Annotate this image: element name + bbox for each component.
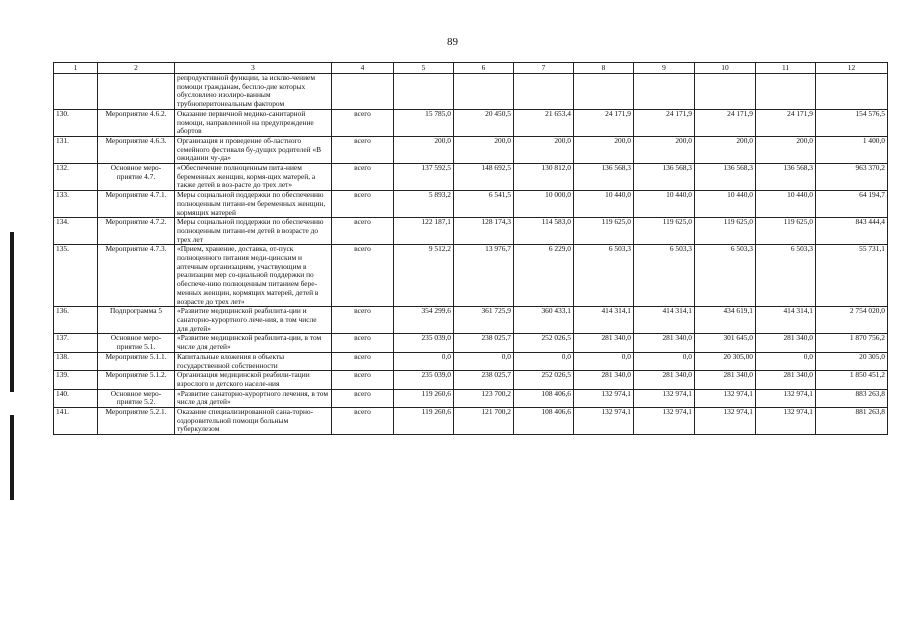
column-number: 9	[634, 63, 695, 74]
row-number-cell: 140.	[54, 389, 98, 407]
amount-cell	[756, 74, 816, 110]
funding-scope-cell: всего	[332, 109, 394, 136]
amount-cell	[695, 74, 756, 110]
amount-cell: 24 171,9	[634, 109, 695, 136]
table-row	[54, 191, 888, 218]
program-name-cell: «Прием, хранение, доставка, от-пуск полноценного питания меди-цинским и аптечным организациям, участвующим в реализации мер со-циальной поддержки по обеспече-нию полноценным питанием бере-менных женщин, кормящих матерей, детей в возрасте до трех лет»	[175, 245, 332, 307]
amount-cell: 2 754 020,0	[816, 307, 888, 334]
table-row	[54, 334, 888, 352]
program-type-cell: Основное меро-приятие 4.7.	[98, 164, 175, 191]
amount-cell: 281 340,0	[634, 371, 695, 389]
amount-cell: 0,0	[454, 352, 514, 370]
amount-cell: 235 039,0	[394, 334, 454, 352]
scan-edge-mark	[10, 232, 14, 392]
program-type-cell: Мероприятие 4.7.3.	[98, 245, 175, 307]
amount-cell: 132 974,1	[634, 408, 695, 435]
table-row	[54, 164, 888, 191]
amount-cell: 13 976,7	[454, 245, 514, 307]
amount-cell: 10 440,0	[695, 191, 756, 218]
column-number: 4	[332, 63, 394, 74]
amount-cell: 119 625,0	[756, 218, 816, 245]
amount-cell: 200,0	[574, 136, 634, 163]
amount-cell: 114 583,0	[514, 218, 574, 245]
amount-cell: 24 171,9	[574, 109, 634, 136]
table-row	[54, 307, 888, 334]
amount-cell: 0,0	[394, 352, 454, 370]
amount-cell: 136 568,3	[695, 164, 756, 191]
funding-scope-cell: всего	[332, 245, 394, 307]
amount-cell: 200,0	[514, 136, 574, 163]
amount-cell: 0,0	[634, 352, 695, 370]
amount-cell: 136 568,3	[756, 164, 816, 191]
program-type-cell: Мероприятие 4.6.2.	[98, 109, 175, 136]
amount-cell: 128 174,3	[454, 218, 514, 245]
program-name-cell: «Обеспечение полноценным пита-нием беременных женщин, кормя-щих матерей, а также детей в воз-расте до трех лет»	[175, 164, 332, 191]
amount-cell: 200,0	[756, 136, 816, 163]
amount-cell: 200,0	[634, 136, 695, 163]
column-number: 2	[98, 63, 175, 74]
funding-scope-cell: всего	[332, 136, 394, 163]
amount-cell: 843 444,4	[816, 218, 888, 245]
program-type-cell	[98, 74, 175, 110]
amount-cell: 130 812,0	[514, 164, 574, 191]
table-row	[54, 136, 888, 163]
amount-cell: 252 026,5	[514, 371, 574, 389]
row-number-cell: 139.	[54, 371, 98, 389]
amount-cell: 414 314,1	[574, 307, 634, 334]
amount-cell: 10 440,0	[634, 191, 695, 218]
table-row	[54, 74, 888, 110]
column-number-row	[54, 63, 888, 74]
funding-scope-cell: всего	[332, 218, 394, 245]
program-type-cell: Основное меро-приятие 5.1.	[98, 334, 175, 352]
amount-cell: 10 440,0	[756, 191, 816, 218]
row-number-cell: 135.	[54, 245, 98, 307]
funding-scope-cell: всего	[332, 389, 394, 407]
amount-cell: 20 305,0	[816, 352, 888, 370]
amount-cell: 354 299,6	[394, 307, 454, 334]
program-name-cell: репродуктивной функции, за исклю-чением помощи гражданам, беспло-дие которых обусловлено изолиро-ванным трубноперитонеальным фактором	[175, 74, 332, 110]
funding-scope-cell: всего	[332, 352, 394, 370]
amount-cell: 119 625,0	[634, 218, 695, 245]
program-name-cell: Меры социальной поддержки по обеспечению полноценным питани-ем детей в возрасте до трех лет	[175, 218, 332, 245]
column-number: 6	[454, 63, 514, 74]
funding-scope-cell: всего	[332, 307, 394, 334]
amount-cell: 281 340,0	[756, 371, 816, 389]
amount-cell: 132 974,1	[756, 408, 816, 435]
program-name-cell: «Развитие медицинской реабилита-ции, в том числе для детей»	[175, 334, 332, 352]
amount-cell: 136 568,3	[634, 164, 695, 191]
table-row	[54, 218, 888, 245]
table-row	[54, 389, 888, 407]
program-type-cell: Мероприятие 5.1.2.	[98, 371, 175, 389]
funding-scope-cell: всего	[332, 408, 394, 435]
amount-cell: 0,0	[574, 352, 634, 370]
row-number-cell: 136.	[54, 307, 98, 334]
amount-cell: 200,0	[695, 136, 756, 163]
amount-cell: 132 974,1	[574, 408, 634, 435]
amount-cell: 24 171,9	[695, 109, 756, 136]
amount-cell: 108 406,6	[514, 408, 574, 435]
amount-cell: 123 700,2	[454, 389, 514, 407]
column-number: 8	[574, 63, 634, 74]
column-number: 12	[816, 63, 888, 74]
amount-cell: 235 039,0	[394, 371, 454, 389]
amount-cell: 414 314,1	[756, 307, 816, 334]
amount-cell: 238 025,7	[454, 371, 514, 389]
amount-cell: 119 625,0	[574, 218, 634, 245]
amount-cell: 883 263,8	[816, 389, 888, 407]
amount-cell: 6 503,3	[574, 245, 634, 307]
row-number-cell: 134.	[54, 218, 98, 245]
amount-cell: 119 260,6	[394, 408, 454, 435]
column-number: 7	[514, 63, 574, 74]
amount-cell	[816, 74, 888, 110]
row-number-cell: 133.	[54, 191, 98, 218]
program-financing-table	[53, 62, 888, 435]
funding-scope-cell: всего	[332, 371, 394, 389]
amount-cell: 15 785,0	[394, 109, 454, 136]
page-number: 89	[447, 36, 458, 48]
amount-cell: 136 568,3	[574, 164, 634, 191]
amount-cell: 1 870 756,2	[816, 334, 888, 352]
row-number-cell: 130.	[54, 109, 98, 136]
amount-cell: 108 406,6	[514, 389, 574, 407]
row-number-cell: 137.	[54, 334, 98, 352]
amount-cell: 132 974,1	[756, 389, 816, 407]
program-type-cell: Мероприятие 4.6.3.	[98, 136, 175, 163]
amount-cell: 20 305,00	[695, 352, 756, 370]
amount-cell: 238 025,7	[454, 334, 514, 352]
amount-cell: 1 400,0	[816, 136, 888, 163]
program-name-cell: Организация медицинской реабили-тации взрослого и детского населе-ния	[175, 371, 332, 389]
amount-cell: 1 850 451,2	[816, 371, 888, 389]
amount-cell	[634, 74, 695, 110]
amount-cell: 20 450,5	[454, 109, 514, 136]
funding-scope-cell: всего	[332, 334, 394, 352]
amount-cell	[454, 74, 514, 110]
amount-cell: 24 171,9	[756, 109, 816, 136]
table-row	[54, 245, 888, 307]
row-number-cell: 138.	[54, 352, 98, 370]
amount-cell: 132 974,1	[634, 389, 695, 407]
amount-cell: 6 541,5	[454, 191, 514, 218]
amount-cell: 119 260,6	[394, 389, 454, 407]
amount-cell: 55 731,1	[816, 245, 888, 307]
amount-cell: 6 229,0	[514, 245, 574, 307]
table-row	[54, 352, 888, 370]
amount-cell: 281 340,0	[756, 334, 816, 352]
program-type-cell: Основное меро-приятие 5.2.	[98, 389, 175, 407]
amount-cell: 132 974,1	[574, 389, 634, 407]
program-name-cell: «Развитие санаторно-курортного лечения, в том числе для детей»	[175, 389, 332, 407]
amount-cell: 963 370,2	[816, 164, 888, 191]
program-name-cell: Капитальные вложения в объекты государственной собственности	[175, 352, 332, 370]
amount-cell: 281 340,0	[634, 334, 695, 352]
amount-cell: 301 645,0	[695, 334, 756, 352]
amount-cell: 360 433,1	[514, 307, 574, 334]
program-name-cell: «Развитие медицинской реабилита-ции и санаторно-курортного лече-ния, в том числе для детей»	[175, 307, 332, 334]
amount-cell: 434 619,1	[695, 307, 756, 334]
column-number: 11	[756, 63, 816, 74]
funding-scope-cell: всего	[332, 191, 394, 218]
column-number: 1	[54, 63, 98, 74]
amount-cell: 281 340,0	[574, 334, 634, 352]
table-row	[54, 371, 888, 389]
funding-scope-cell	[332, 74, 394, 110]
program-type-cell: Мероприятие 5.1.1.	[98, 352, 175, 370]
column-number: 5	[394, 63, 454, 74]
amount-cell: 200,0	[454, 136, 514, 163]
scan-edge-mark	[10, 415, 14, 500]
amount-cell: 252 026,5	[514, 334, 574, 352]
program-type-cell: Мероприятие 4.7.2.	[98, 218, 175, 245]
amount-cell: 10 000,0	[514, 191, 574, 218]
program-name-cell: Меры социальной поддержки по обеспечению полноценным питани-ем беременных женщин, кормящих матерей	[175, 191, 332, 218]
amount-cell	[574, 74, 634, 110]
column-number: 10	[695, 63, 756, 74]
row-number-cell: 141.	[54, 408, 98, 435]
table-row	[54, 109, 888, 136]
funding-scope-cell: всего	[332, 164, 394, 191]
amount-cell: 122 187,1	[394, 218, 454, 245]
amount-cell: 414 314,1	[634, 307, 695, 334]
amount-cell	[514, 74, 574, 110]
amount-cell: 21 653,4	[514, 109, 574, 136]
column-number: 3	[175, 63, 332, 74]
amount-cell: 6 503,3	[634, 245, 695, 307]
row-number-cell: 131.	[54, 136, 98, 163]
program-type-cell: Подпрограмма 5	[98, 307, 175, 334]
table-row	[54, 408, 888, 435]
program-type-cell: Мероприятие 5.2.1.	[98, 408, 175, 435]
amount-cell: 154 576,5	[816, 109, 888, 136]
amount-cell: 361 725,9	[454, 307, 514, 334]
amount-cell: 200,0	[394, 136, 454, 163]
amount-cell: 137 592,5	[394, 164, 454, 191]
amount-cell: 119 625,0	[695, 218, 756, 245]
amount-cell: 0,0	[514, 352, 574, 370]
amount-cell: 6 503,3	[695, 245, 756, 307]
amount-cell: 5 893,2	[394, 191, 454, 218]
amount-cell: 6 503,3	[756, 245, 816, 307]
amount-cell: 121 700,2	[454, 408, 514, 435]
amount-cell: 9 512,2	[394, 245, 454, 307]
amount-cell: 132 974,1	[695, 389, 756, 407]
amount-cell: 10 440,0	[574, 191, 634, 218]
amount-cell: 281 340,0	[695, 371, 756, 389]
row-number-cell	[54, 74, 98, 110]
amount-cell: 132 974,1	[695, 408, 756, 435]
program-name-cell: Оказание первичной медико-санитарной помощи, направленной на предупреждение абортов	[175, 109, 332, 136]
program-type-cell: Мероприятие 4.7.1.	[98, 191, 175, 218]
program-name-cell: Оказание специализированной сана-торно-оздоровительной помощи больным туберкулезом	[175, 408, 332, 435]
amount-cell	[394, 74, 454, 110]
amount-cell: 881 263,8	[816, 408, 888, 435]
program-name-cell: Организация и проведение об-ластного семейного фестиваля бу-дущих родителей «В ожидании чу-да»	[175, 136, 332, 163]
amount-cell: 281 340,0	[574, 371, 634, 389]
amount-cell: 148 692,5	[454, 164, 514, 191]
row-number-cell: 132.	[54, 164, 98, 191]
amount-cell: 64 194,7	[816, 191, 888, 218]
amount-cell: 0,0	[756, 352, 816, 370]
